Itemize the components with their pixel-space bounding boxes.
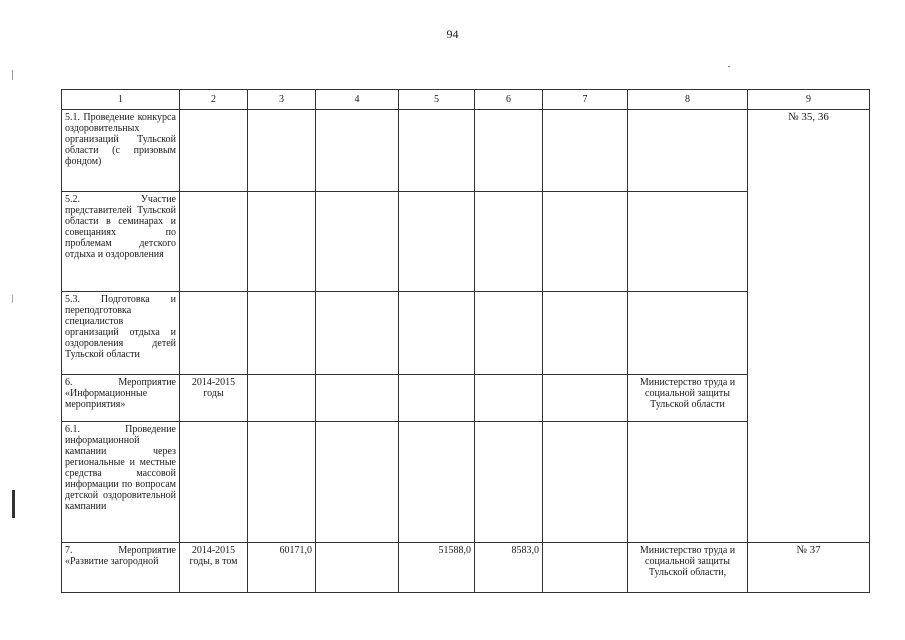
value-cell bbox=[399, 375, 475, 422]
value-cell bbox=[248, 292, 316, 375]
period-cell bbox=[180, 292, 248, 375]
period-cell bbox=[180, 110, 248, 192]
column-header-4: 4 bbox=[316, 90, 399, 110]
value-cell bbox=[399, 110, 475, 192]
scan-artifact bbox=[12, 295, 13, 303]
period-cell: 2014-2015 годы bbox=[180, 375, 248, 422]
header-row bbox=[62, 90, 870, 110]
value-cell bbox=[248, 110, 316, 192]
executor-cell: Министерство труда и социальной защиты Тульской области bbox=[628, 375, 748, 422]
page-number: 94 bbox=[446, 27, 459, 41]
column-header-3: 3 bbox=[248, 90, 316, 110]
executor-cell bbox=[628, 192, 748, 292]
value-cell bbox=[543, 110, 628, 192]
value-cell bbox=[399, 192, 475, 292]
row-title: 6.1. Проведение информационной кампании через региональные и местные средства массовой информации по вопросам детской оздоровительной кампании bbox=[62, 422, 180, 543]
row-title: 5.1. Проведение конкурса оздоровительных организаций Тульской области (с призовым фондом) bbox=[62, 110, 180, 192]
value-cell bbox=[316, 192, 399, 292]
value-cell bbox=[543, 543, 628, 593]
indicator-cell: № 35, 36 bbox=[748, 110, 870, 543]
value-cell bbox=[475, 192, 543, 292]
scan-artifact bbox=[728, 66, 730, 67]
table-row bbox=[62, 543, 870, 593]
row-title: 6. Мероприятие «Информационные мероприятия» bbox=[62, 375, 180, 422]
row-title: 7. Мероприятие «Развитие загородной bbox=[62, 543, 180, 593]
value-cell bbox=[316, 292, 399, 375]
value-cell bbox=[475, 422, 543, 543]
column-header-1: 1 bbox=[62, 90, 180, 110]
period-cell: 2014-2015 годы, в том bbox=[180, 543, 248, 593]
value-cell bbox=[316, 375, 399, 422]
column-header-7: 7 bbox=[543, 90, 628, 110]
executor-cell bbox=[628, 422, 748, 543]
table-row bbox=[62, 110, 870, 192]
value-cell: 51588,0 bbox=[399, 543, 475, 593]
scan-artifact bbox=[12, 490, 15, 518]
value-cell bbox=[316, 543, 399, 593]
value-cell bbox=[543, 422, 628, 543]
executor-cell bbox=[628, 292, 748, 375]
value-cell bbox=[543, 192, 628, 292]
scan-artifact bbox=[12, 70, 13, 80]
value-cell bbox=[475, 110, 543, 192]
column-header-9: 9 bbox=[748, 90, 870, 110]
value-cell bbox=[475, 292, 543, 375]
column-header-2: 2 bbox=[180, 90, 248, 110]
value-cell bbox=[248, 375, 316, 422]
column-header-8: 8 bbox=[628, 90, 748, 110]
row-title: 5.2. Участие представителей Тульской области в семинарах и совещаниях по проблемам детского отдыха и оздоровления bbox=[62, 192, 180, 292]
executor-cell bbox=[628, 110, 748, 192]
value-cell bbox=[543, 292, 628, 375]
indicator-cell: № 37 bbox=[748, 543, 870, 593]
program-table bbox=[61, 89, 870, 593]
column-header-6: 6 bbox=[475, 90, 543, 110]
row-title: 5.3. Подготовка и переподготовка специалистов организаций отдыха и оздоровления детей Тульской области bbox=[62, 292, 180, 375]
value-cell: 8583,0 bbox=[475, 543, 543, 593]
executor-cell: Министерство труда и социальной защиты Тульской области, bbox=[628, 543, 748, 593]
period-cell bbox=[180, 192, 248, 292]
value-cell: 60171,0 bbox=[248, 543, 316, 593]
value-cell bbox=[316, 422, 399, 543]
value-cell bbox=[399, 422, 475, 543]
value-cell bbox=[248, 422, 316, 543]
column-header-5: 5 bbox=[399, 90, 475, 110]
value-cell bbox=[248, 192, 316, 292]
period-cell bbox=[180, 422, 248, 543]
value-cell bbox=[399, 292, 475, 375]
value-cell bbox=[316, 110, 399, 192]
value-cell bbox=[475, 375, 543, 422]
value-cell bbox=[543, 375, 628, 422]
